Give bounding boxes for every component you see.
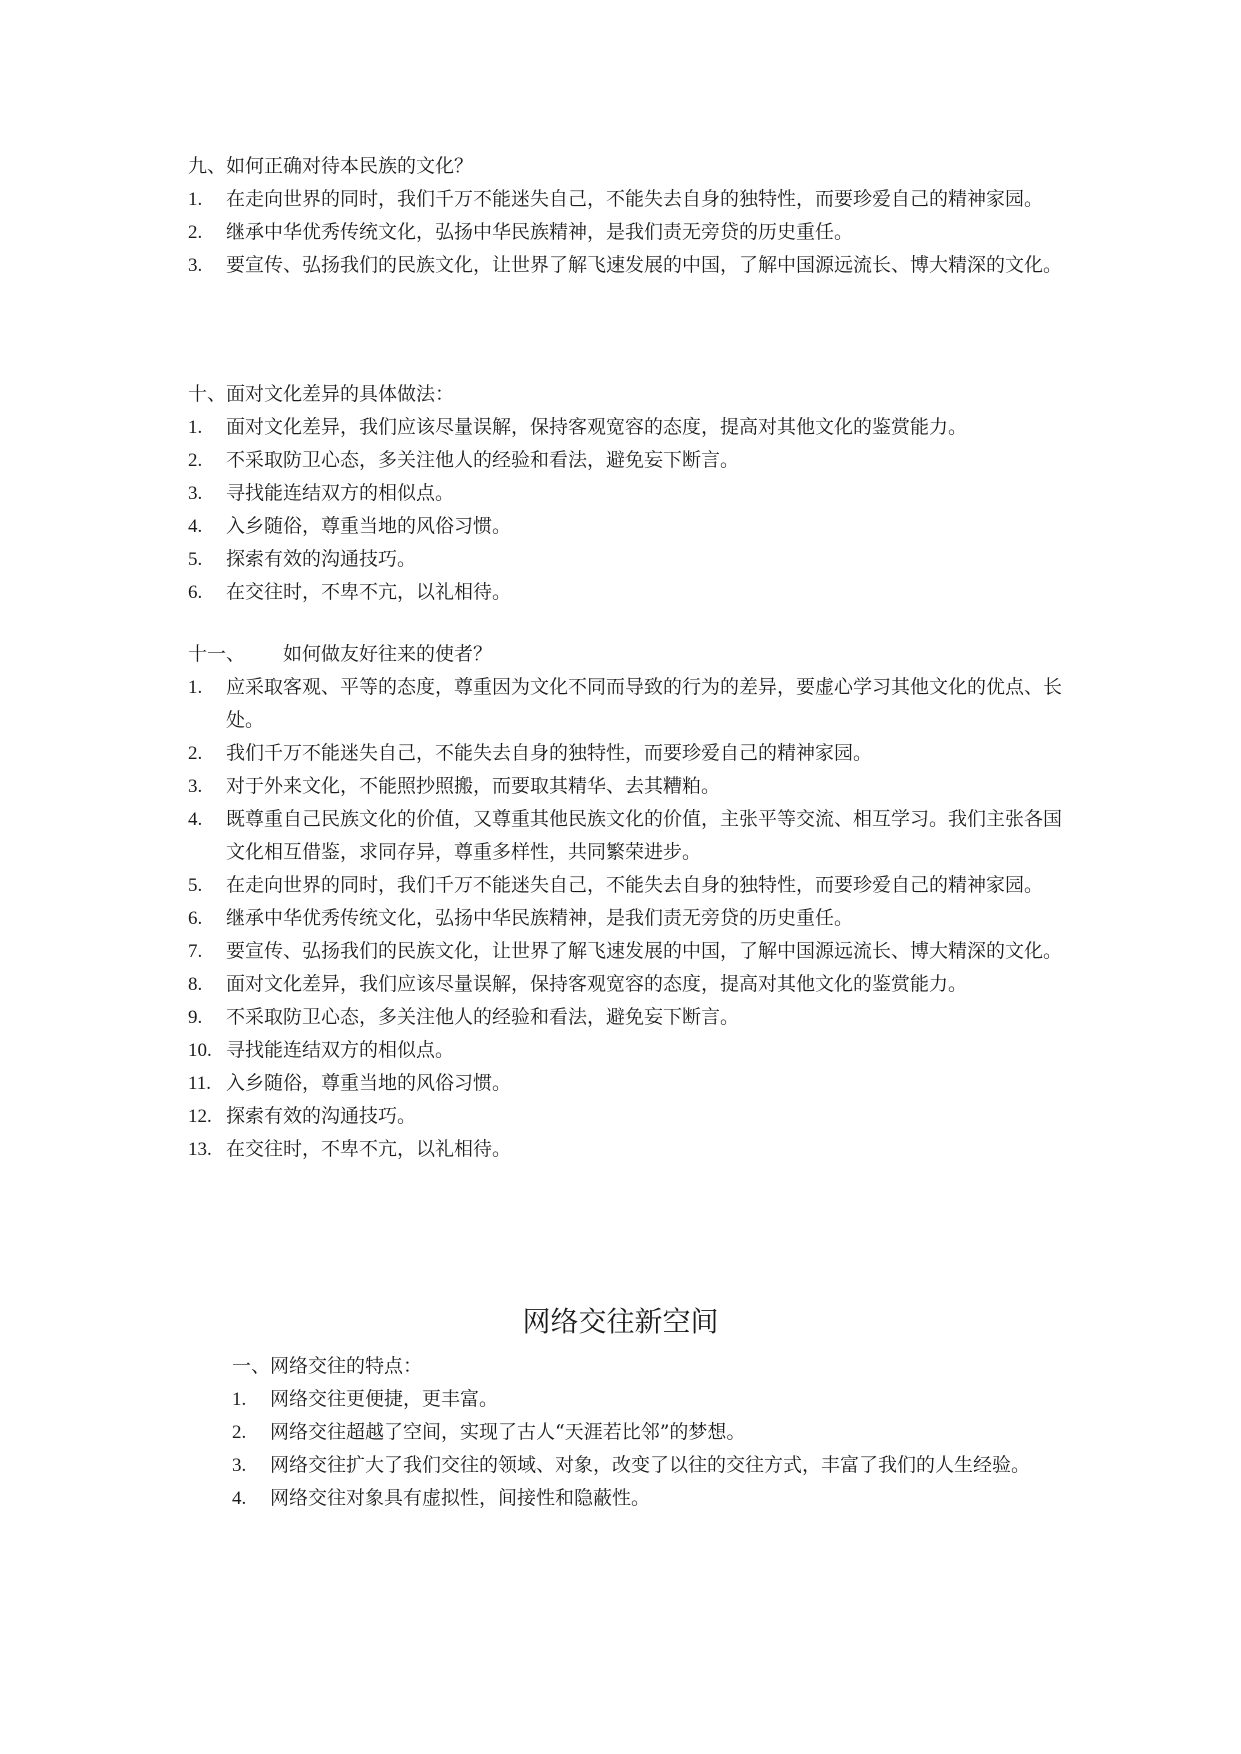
numbered-list [188, 671, 1068, 1166]
section-nine [188, 150, 1068, 282]
item-number: 12. [188, 1106, 212, 1127]
list-item [188, 902, 1068, 935]
item-text: 网络交往对象具有虚拟性，间接性和隐蔽性。 [270, 1487, 651, 1509]
item-text: 面对文化差异，我们应该尽量误解，保持客观宽容的态度，提高对其他文化的鉴赏能力。 [226, 416, 968, 438]
list-item [188, 477, 1068, 510]
item-text: 我们千万不能迷失自己，不能失去自身的独特性，而要珍爱自己的精神家园。 [226, 742, 873, 764]
item-number: 3. [232, 1455, 247, 1476]
numbered-list [188, 411, 1068, 609]
list-item [232, 1416, 1068, 1449]
item-number: 1. [232, 1389, 247, 1410]
item-number: 4. [188, 516, 203, 537]
item-text: 寻找能连结双方的相似点。 [226, 1039, 455, 1061]
list-item [188, 444, 1068, 477]
list-item [188, 737, 1068, 770]
section-heading [188, 638, 1068, 671]
list-item [188, 216, 1068, 249]
list-item [188, 543, 1068, 576]
item-text: 探索有效的沟通技巧。 [226, 548, 417, 570]
list-item [188, 968, 1068, 1001]
heading-number: 十一、 [188, 643, 246, 665]
numbered-list [232, 1383, 1068, 1515]
item-number: 9. [188, 1007, 203, 1028]
list-item [188, 183, 1068, 216]
item-text: 在交往时，不卑不亢，以礼相待。 [226, 1138, 512, 1160]
item-text: 要宣传、弘扬我们的民族文化，让世界了解飞速发展的中国，了解中国源远流长、博大精深的文化。 [226, 254, 1063, 276]
item-text: 寻找能连结双方的相似点。 [226, 482, 455, 504]
item-text: 入乡随俗，尊重当地的风俗习惯。 [226, 1072, 512, 1094]
list-item [232, 1449, 1068, 1482]
list-item [188, 1133, 1068, 1166]
list-item [188, 510, 1068, 543]
list-item [188, 1001, 1068, 1034]
item-text: 继承中华优秀传统文化，弘扬中华民族精神，是我们责无旁贷的历史重任。 [226, 907, 854, 929]
item-text: 不采取防卫心态，多关注他人的经验和看法，避免妄下断言。 [226, 449, 740, 471]
item-number: 2. [188, 450, 203, 471]
item-number: 5. [188, 875, 203, 896]
item-number: 2. [232, 1422, 247, 1443]
item-number: 3. [188, 255, 203, 276]
chapter-title: 网络交往新空间 [522, 1305, 719, 1338]
item-text: 不采取防卫心态，多关注他人的经验和看法，避免妄下断言。 [226, 1006, 740, 1028]
item-number: 10. [188, 1040, 212, 1061]
section-network-features [232, 1350, 1068, 1515]
item-number: 2. [188, 222, 203, 243]
item-text: 网络交往扩大了我们交往的领域、对象，改变了以往的交往方式，丰富了我们的人生经验。 [270, 1454, 1031, 1476]
list-item [188, 1100, 1068, 1133]
item-text: 网络交往更便捷，更丰富。 [270, 1388, 499, 1410]
list-item [188, 935, 1068, 968]
item-number: 3. [188, 776, 203, 797]
list-item [188, 869, 1068, 902]
item-text: 在交往时，不卑不亢，以礼相待。 [226, 581, 512, 603]
item-text: 对于外来文化，不能照抄照搬，而要取其精华、去其糟粕。 [226, 775, 721, 797]
item-number: 2. [188, 743, 203, 764]
item-text: 在走向世界的同时，我们千万不能迷失自己，不能失去自身的独特性，而要珍爱自己的精神家园。 [226, 188, 1044, 210]
list-item [188, 1034, 1068, 1067]
list-item [188, 770, 1068, 803]
item-text: 入乡随俗，尊重当地的风俗习惯。 [226, 515, 512, 537]
item-number: 6. [188, 908, 203, 929]
item-number: 11. [188, 1073, 212, 1094]
item-text: 在走向世界的同时，我们千万不能迷失自己，不能失去自身的独特性，而要珍爱自己的精神家园。 [226, 874, 1044, 896]
section-eleven [188, 638, 1068, 1166]
item-number: 6. [188, 582, 203, 603]
item-number: 1. [188, 677, 203, 698]
item-number: 5. [188, 549, 203, 570]
item-text: 探索有效的沟通技巧。 [226, 1105, 417, 1127]
heading-text: 如何做友好往来的使者？ [283, 643, 493, 665]
item-number: 3. [188, 483, 203, 504]
item-text: 要宣传、弘扬我们的民族文化，让世界了解飞速发展的中国，了解中国源远流长、博大精深的文化。 [226, 940, 1063, 962]
list-item [188, 671, 1068, 737]
item-text: 网络交往超越了空间，实现了古人“天涯若比邻”的梦想。 [270, 1421, 746, 1443]
list-item [188, 803, 1068, 869]
item-number: 1. [188, 417, 203, 438]
item-text: 面对文化差异，我们应该尽量误解，保持客观宽容的态度，提高对其他文化的鉴赏能力。 [226, 973, 968, 995]
item-number: 1. [188, 189, 203, 210]
item-number: 8. [188, 974, 203, 995]
item-number: 7. [188, 941, 203, 962]
list-item [188, 576, 1068, 609]
item-number: 13. [188, 1139, 212, 1160]
item-text: 继承中华优秀传统文化，弘扬中华民族精神，是我们责无旁贷的历史重任。 [226, 221, 854, 243]
list-item [188, 411, 1068, 444]
list-item [232, 1383, 1068, 1416]
section-heading: 十、面对文化差异的具体做法： [188, 383, 455, 405]
section-ten [188, 378, 1068, 609]
item-text: 应采取客观、平等的态度，尊重因为文化不同而导致的行为的差异，要虚心学习其他文化的优点、长处。 [226, 676, 1063, 731]
list-item [188, 1067, 1068, 1100]
numbered-list [188, 183, 1068, 282]
section-heading: 九、如何正确对待本民族的文化？ [188, 155, 474, 177]
section-heading: 一、网络交往的特点： [232, 1355, 423, 1377]
item-number: 4. [188, 809, 203, 830]
item-text: 既尊重自己民族文化的价值，又尊重其他民族文化的价值，主张平等交流、相互学习。我们主张各国文化相互借鉴，求同存异，尊重多样性，共同繁荣进步。 [226, 808, 1063, 863]
item-number: 4. [232, 1488, 247, 1509]
list-item [232, 1482, 1068, 1515]
list-item [188, 249, 1068, 282]
